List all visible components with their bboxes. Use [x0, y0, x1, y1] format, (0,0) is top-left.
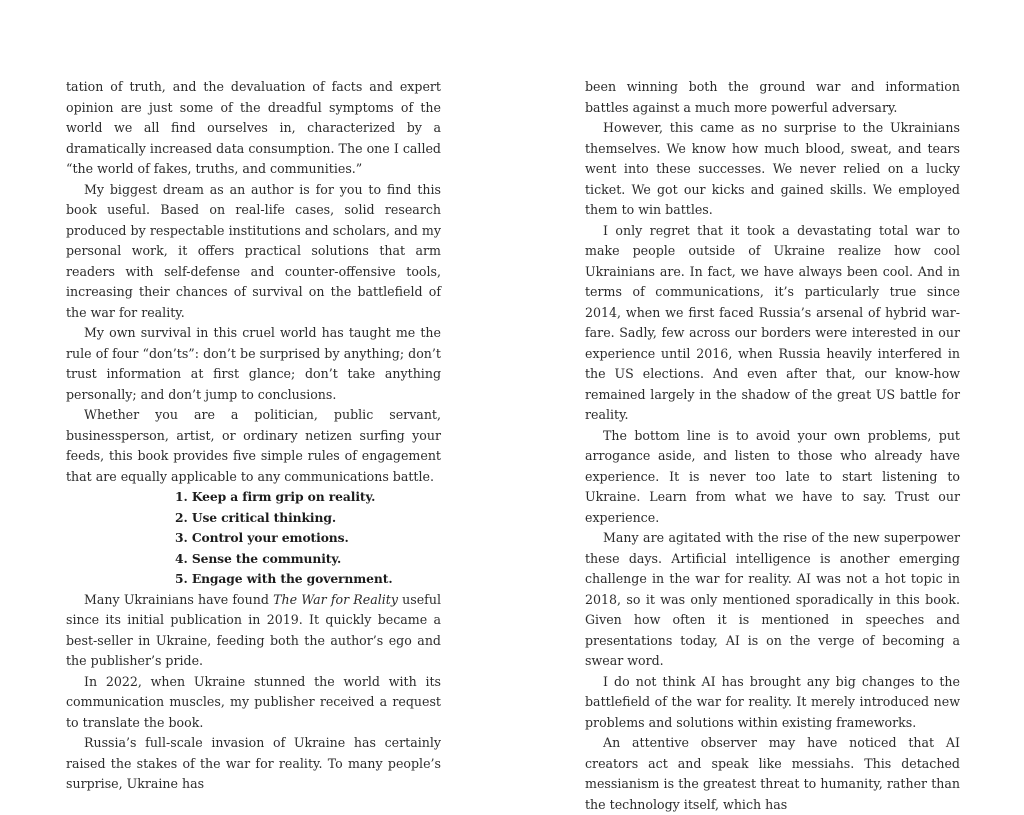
paragraph-text: useful since its initial publication in 2019. It quickly became a best-seller in Ukraine, feeding both the author’s ego and the publisher’s pride.: [66, 591, 441, 668]
paragraph: Russia’s full-scale invasion of Ukraine has certainly raised the stakes of the war for reality. To many people’s surprise, Ukraine has: [66, 735, 441, 791]
paragraph: My own survival in this cruel world has taught me the rule of four “don’ts”: don’t be surprised by anything; don’t trust information at first glance; don’t take anything personally; and don’t jump to conclusions.: [66, 325, 441, 402]
rule-item: 1. Keep a firm grip on reality.: [175, 489, 376, 504]
paragraph-text: Many Ukrainians have found: [84, 591, 274, 607]
rule-item: 2. Use critical thinking.: [175, 509, 337, 525]
paragraph: An attentive observer may have noticed that AI creators act and speak like messiahs. This detached messianism is the greatest threat to humanity, rather than the technology itself, which has: [585, 735, 960, 812]
rule-item: 5. Engage with the government.: [175, 571, 393, 586]
paragraph: [66, 590, 441, 672]
rules-list: [66, 487, 441, 590]
paragraph: In 2022, when Ukraine stunned the world with its communication muscles, my publisher received a request to translate the book.: [66, 673, 441, 730]
paragraph: I only regret that it took a devastating total war to make people outside of Ukraine realize how cool Ukrainians are. In fact, we have always been cool. And in terms of communications, it’s particularly true since 2014, when we first faced Russia’s arsenal of hybrid warfare. Sadly, few across our borders were interested in our experience until 2016, when Russia heavily interfered in the US elections. And even after that, our know-how remained largely in the shadow of the great US battle for reality.: [585, 222, 960, 422]
rule-item: 4. Sense the community.: [175, 550, 342, 566]
paragraph: been winning both the ground war and information battles against a much more powerful adversary.: [585, 79, 960, 115]
paragraph: The bottom line is to avoid your own problems, put arrogance aside, and listen to those who already have experience. It is never too late to start listening to Ukraine. Learn from what we have to say. Trust our experience.: [585, 427, 960, 525]
book-title: The War for Reality: [273, 591, 398, 607]
right-page: [585, 77, 960, 815]
paragraph: I do not think AI has brought any big changes to the battlefield of the war for reality. It merely introduced new problems and solutions within existing frameworks.: [585, 673, 960, 730]
paragraph: Many are agitated with the rise of the new superpower these days. Artificial intelligence is another emerging challenge in the war for reality. AI was not a hot topic in 2018, so it was only mentioned sporadically in this book. Given how often it is mentioned in speeches and presentations today, AI is on the verge of becoming a swear word.: [585, 530, 960, 668]
rule-item: 3. Control your emotions.: [175, 530, 349, 545]
paragraph: My biggest dream as an author is for you to find this book useful. Based on real-life cases, solid research produced by respectable institutions and scholars, and my personal work, it offers practical solutions that arm readers with self-defense and counter-offensive tools, increasing their chances of survival on the battlefield of the war for reality.: [66, 181, 441, 320]
paragraph: tation of truth, and the devaluation of facts and expert opinion are just some of the dreadful symptoms of the world we all find ourselves in, characterized by a dramatically increased data consumption. The one I called “the world of fakes, truths, and communities.”: [66, 79, 441, 176]
left-page: [66, 77, 441, 795]
paragraph: However, this came as no surprise to the Ukrainians themselves. We know how much blood, sweat, and tears went into these successes. We never relied on a lucky ticket. We got our kicks and gained skills. We employed them to win battles.: [585, 120, 960, 217]
paragraph: Whether you are a politician, public servant, businessperson, artist, or ordinary netizen surfing your feeds, this book provides five simple rules of engagement that are equally applicable to any communications battle.: [66, 407, 441, 484]
